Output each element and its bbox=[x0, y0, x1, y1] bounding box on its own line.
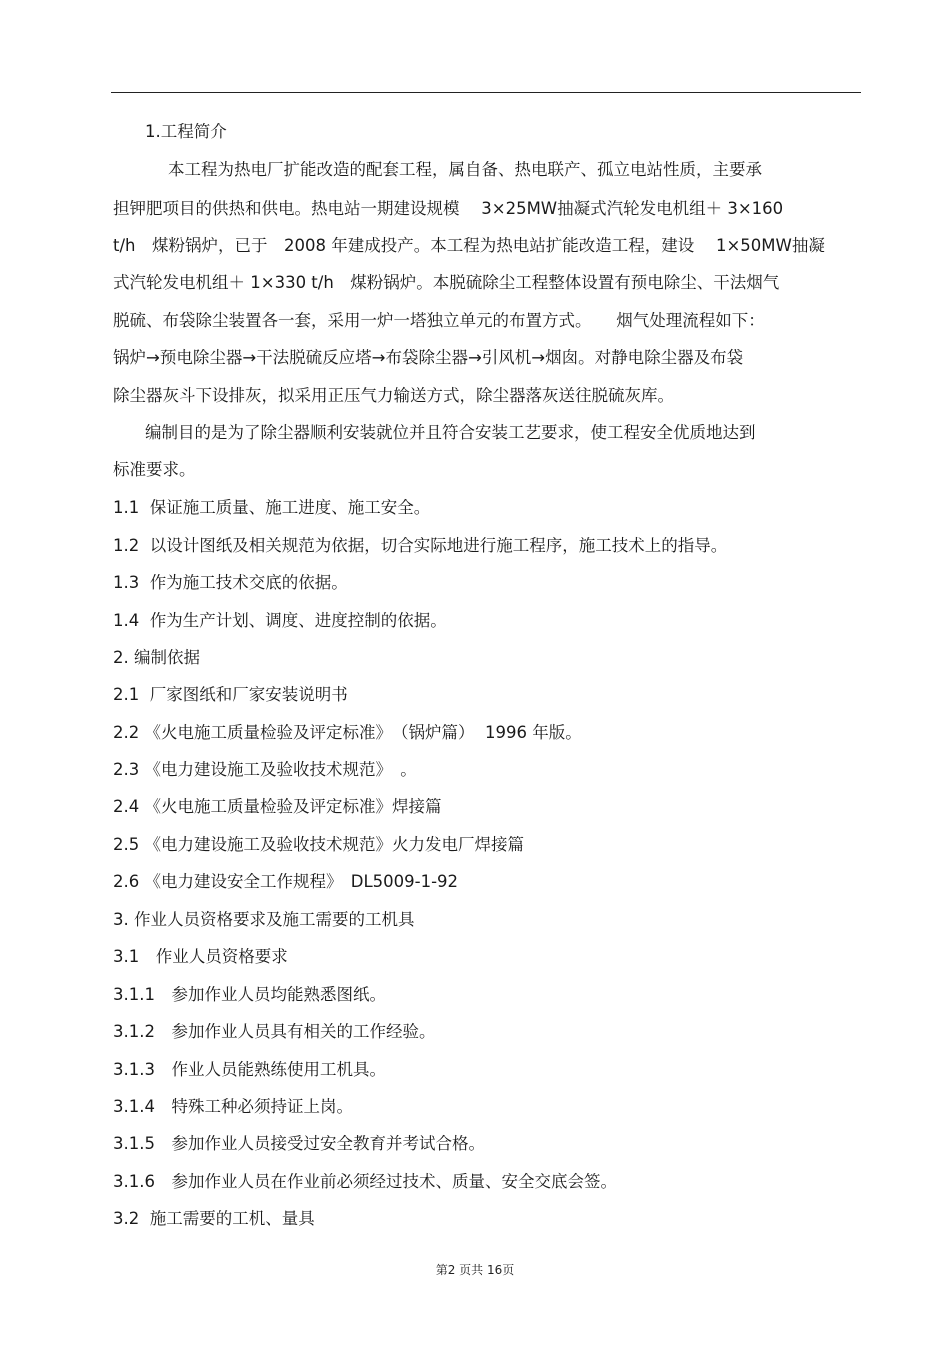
intro-line: 本工程为热电厂扩能改造的配套工程，属自备、热电联产、孤立电站性质，主要承 bbox=[168, 160, 762, 179]
list-item: 2.6 《电力建设安全工作规程》 DL5009-1-92 bbox=[113, 872, 459, 891]
list-item: 2.5 《电力建设施工及验收技术规范》火力发电厂焊接篇 bbox=[113, 835, 524, 854]
intro-line: t/h 煤粉锅炉，已于 2008 年建成投产。本工程为热电站扩能改造工程，建设 1×50MW抽凝 bbox=[113, 236, 825, 255]
purpose-line: 编制目的是为了除尘器顺利安装就位并且符合安装工艺要求，使工程安全优质地达到 bbox=[145, 423, 756, 442]
list-item: 1.1 保证施工质量、施工进度、施工安全。 bbox=[113, 498, 431, 517]
section-heading-3: 3. 作业人员资格要求及施工需要的工机具 bbox=[113, 910, 415, 929]
section-heading-1: 1.工程简介 bbox=[145, 122, 227, 141]
header-rule bbox=[111, 92, 861, 93]
list-item: 3.1.2 参加作业人员具有相关的工作经验。 bbox=[113, 1022, 436, 1041]
list-item: 3.1.1 参加作业人员均能熟悉图纸。 bbox=[113, 985, 386, 1004]
list-item: 2.2 《火电施工质量检验及评定标准》 （锅炉篇） 1996 年版。 bbox=[113, 723, 582, 742]
page-footer: 第2 页共 16页 bbox=[435, 1263, 515, 1277]
section-heading-2: 2. 编制依据 bbox=[113, 648, 200, 667]
intro-line: 担钾肥项目的供热和供电。热电站一期建设规模 3×25MW抽凝式汽轮发电机组＋ 3×160 bbox=[113, 199, 784, 218]
list-item: 1.4 作为生产计划、调度、进度控制的依据。 bbox=[113, 611, 447, 630]
list-item: 2.3 《电力建设施工及验收技术规范》 。 bbox=[113, 760, 417, 779]
list-item: 3.1.3 作业人员能熟练使用工机具。 bbox=[113, 1060, 386, 1079]
list-item: 2.1 厂家图纸和厂家安装说明书 bbox=[113, 685, 348, 704]
list-item: 3.1 作业人员资格要求 bbox=[113, 947, 288, 966]
intro-line: 脱硫、布袋除尘装置各一套，采用一炉一塔独立单元的布置方式。 烟气处理流程如下： bbox=[113, 311, 765, 330]
list-item: 2.4 《火电施工质量检验及评定标准》焊接篇 bbox=[113, 797, 442, 816]
list-item: 1.3 作为施工技术交底的依据。 bbox=[113, 573, 348, 592]
list-item: 3.1.4 特殊工种必须持证上岗。 bbox=[113, 1097, 353, 1116]
list-item: 3.2 施工需要的工机、量具 bbox=[113, 1209, 315, 1228]
list-item: 3.1.6 参加作业人员在作业前必须经过技术、质量、安全交底会签。 bbox=[113, 1172, 617, 1191]
intro-line: 除尘器灰斗下设排灰，拟采用正压气力输送方式，除尘器落灰送往脱硫灰库。 bbox=[113, 386, 674, 405]
list-item: 3.1.5 参加作业人员接受过安全教育并考试合格。 bbox=[113, 1134, 485, 1153]
intro-line: 锅炉→预电除尘器→干法脱硫反应塔→布袋除尘器→引风机→烟囱。对静电除尘器及布袋 bbox=[113, 348, 744, 367]
intro-line: 式汽轮发电机组＋ 1×330 t/h 煤粉锅炉。本脱硫除尘工程整体设置有预电除尘、干法烟气 bbox=[113, 273, 780, 292]
list-item: 1.2 以设计图纸及相关规范为依据，切合实际地进行施工程序，施工技术上的指导。 bbox=[113, 536, 728, 555]
purpose-line: 标准要求。 bbox=[113, 460, 196, 479]
